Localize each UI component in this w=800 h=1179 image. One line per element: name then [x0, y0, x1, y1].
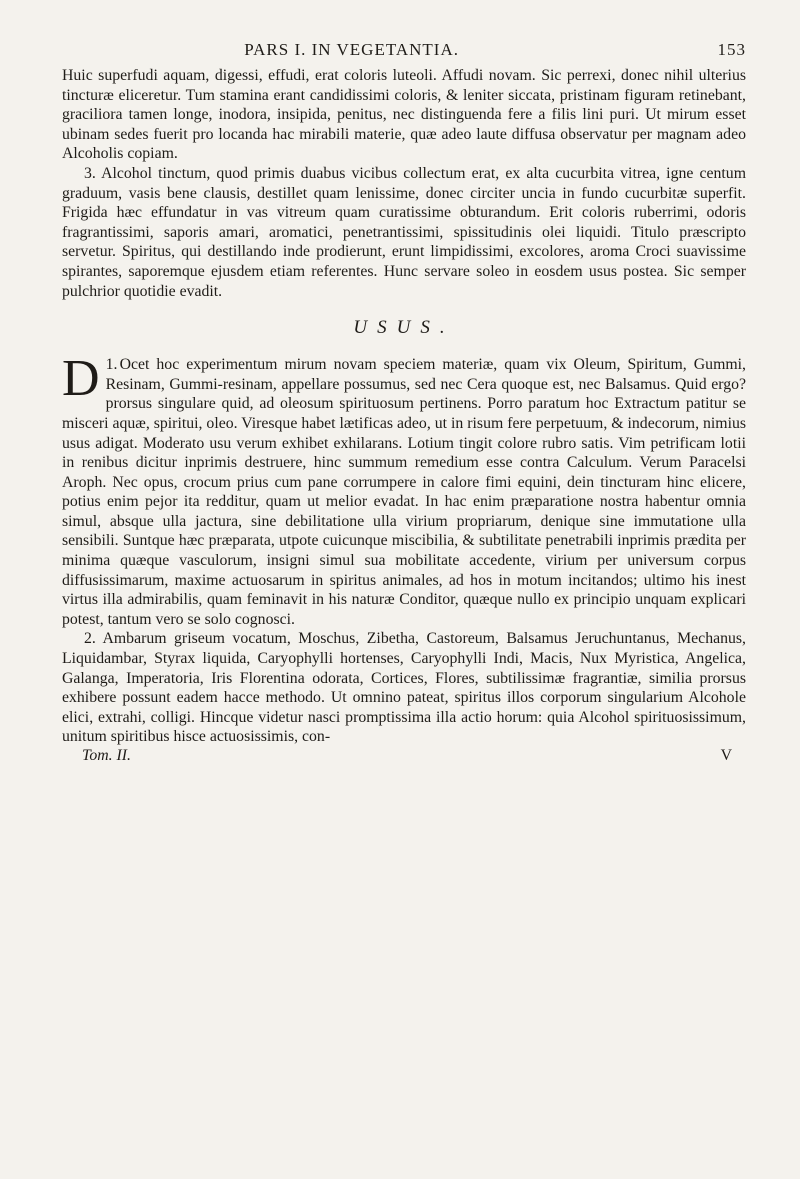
page-number: 153 — [717, 40, 746, 59]
paragraph-1: Huic superfudi aquam, digessi, effudi, erat coloris luteoli. Affudi novam. Sic perrexi, donec nihil ulterius tincturæ eliceretur. Tum stamina erant candidissimi coloris, & leniter siccata, pristinam figuram retinebant, graciliora tamen longe, inodora, insipida, penitus, nec distinguenda fere a filis lini puri. Ut mirum esset ubinam sedes fuerit pro locanda hac mirabili materie, quæ adeo laute diffusa observatur per magnam adeo Alcoholis copiam. — [62, 67, 746, 163]
running-title: PARS I. IN VEGETANTIA. — [244, 40, 459, 59]
signature-mark: Tom. II. — [82, 747, 132, 764]
page-footer — [62, 747, 746, 765]
usus-paragraph-2: 2. Ambarum griseum vocatum, Moschus, Zibetha, Castoreum, Balsamus Jeruchuntanus, Mechanus, Liquidambar, Styrax liquida, Caryophylli hortenses, Caryophylli Indi, Macis, Nux Myristica, Angelica, Galanga, Imperatoria, Iris Florentina odorata, Cortices, Flores, subtilissimæ fragrantiæ, similia prorsus exhibere possunt eadem hacce methodo. Ut omnino pateat, spiritus illos corporum singularium Alcohole elici, extrahi, colligi. Hincque videtur nasci promptissima illa actio horum: quia Alcohol spirituosissimum, unitum spiritibus hisce actuosissimis, con- — [62, 630, 746, 746]
drop-capital: D — [62, 350, 100, 408]
usus-1-number: 1. — [105, 356, 118, 374]
running-header — [62, 40, 746, 60]
catchword: V — [720, 747, 732, 764]
paragraph-2: 3. Alcohol tinctum, quod primis duabus vicibus collectum erat, ex alta cucurbita vitrea, igne centum graduum, vasis bene clausis, destillet quam lenissime, donec circiter uncia in fundo cucurbitæ superfit. Frigida hæc effundatur in vas vitreum quam curatissime obturandum. Erit coloris ruberrimi, odoris fragrantissimi, saporis amari, aromatici, penetrantissimi, spissitudinis olei liquidi. Titulo præscripto servetur. Spiritus, qui destillando inde prodierunt, erunt limpidissimi, excolores, aroma Croci suavissime spirantes, saporemque ejusdem etiam referentes. Hunc servare soleo in eosdem usus postea. Sic semper pulchrior quotidie evadit. — [62, 164, 746, 300]
usus-paragraph-1 — [62, 350, 746, 629]
usus-1-text: Ocet hoc experimentum mirum novam speciem materiæ, quam vix Oleum, Spiritum, Gummi, Resinam, Gummi-resinam, appellare possumus, sed nec Cera quoque est, nec Balsamus. Quid ergo? prorsus singulare quid, ad oleosum spirituosum pertinens. Porro paratum hoc Extractum patitur se misceri aquæ, spiritui, oleo. Viresque habet lætificas adeo, ut in risum fere perpetuum, & indecorum, nimius usus adigat. Moderato usu verum exhibet exhilarans. Lotium tingit colore rubro satis. Vim petrificam lotii in renibus dicitur inprimis destruere, hinc summum remedium esse contra Calculum. Verum Paracelsi Aroph. Nec opus, crocum prius cum pane corrumpere in calore fimi equini, dein tincturam hinc elicere, potius enim pejor ita redditur, quam ut melior evadat. In hac enim præparatione nostra habentur omnia simul, absque ulla jactura, sine debilitatione ulla virium propriarum, denique sine immutatione ulla sensibili. Suntque hæc præparata, utpote cuicunque miscibilia, & subtilitate penetrabili inprimis prædita per minima quæque vasculorum, insigni simul sua mobilitate accedente, virium per universum corpus diffusissimarum, maxime actuosarum in spiritus animales, ad hos in motum incitandos; ultimo his inest virtus illa admirabilis, quam feminavit in his naturæ Conditor, quæque nullo ex principio unquam explicari potest, tantum vero se solo cognosci. — [62, 356, 746, 628]
section-title: USUS. — [353, 317, 455, 339]
